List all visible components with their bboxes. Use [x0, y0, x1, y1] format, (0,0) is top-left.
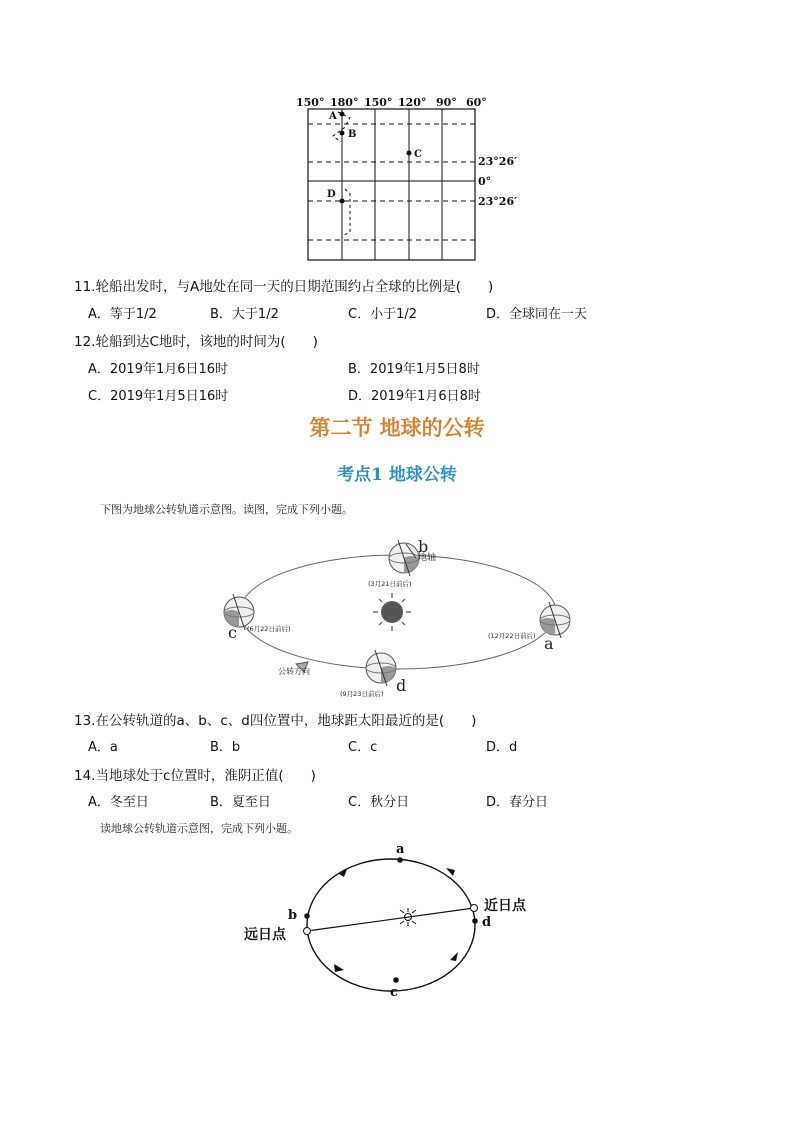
question-13: [74, 709, 476, 729]
earth-orbit-diagram-1: [0, 530, 794, 730]
aphelion-label: 远日点: [244, 927, 286, 943]
point-a-dot: [340, 112, 345, 117]
position-d-dot: [472, 918, 478, 924]
option-14-a[interactable]: A．冬至日: [88, 795, 149, 810]
orbit-direction-arrows: [334, 868, 458, 972]
intro-text-2: 读地球公转轨道示意图，完成下列小题。: [100, 822, 298, 835]
point-c-label: C: [414, 149, 422, 160]
question-11: [74, 275, 493, 295]
position-d-letter: d: [482, 915, 492, 930]
date-line-south: [342, 189, 350, 236]
question-text: 在公转轨道的a、b、c、d四位置中，地球距太阳最近的是( ): [95, 713, 477, 729]
option-12-b[interactable]: B．2019年1月5日8时: [348, 362, 480, 377]
option-11-d[interactable]: D．全球同在一天: [486, 307, 588, 322]
option-14-d[interactable]: D．春分日: [486, 795, 549, 810]
arrow-icon: [446, 868, 455, 876]
arrow-icon: [334, 964, 344, 972]
position-d-letter: d: [396, 676, 407, 695]
axis-label: 地轴: [418, 553, 437, 563]
intro-text-1: 下图为地球公转轨道示意图。读图，完成下列小题。: [100, 503, 353, 516]
perihelion-label: 近日点: [484, 898, 526, 914]
option-12-d[interactable]: D．2019年1月6日8时: [348, 389, 481, 404]
question-text: 轮船到达C地时，该地的时间为( ): [95, 334, 318, 350]
map-meridians: [342, 109, 442, 260]
map-frame: [308, 109, 475, 260]
point-b-dot: [340, 131, 345, 136]
lat-label-equator: 0°: [478, 175, 492, 188]
section-title: 第二节 地球的公转: [309, 415, 485, 440]
question-text: 当地球处于c位置时，淮阴正值( ): [95, 768, 316, 784]
lon-label-180: 180°: [330, 96, 359, 109]
question-number: 14.: [74, 768, 96, 784]
lon-label-90: 90°: [436, 96, 457, 109]
map-lon-labels: [296, 96, 487, 109]
option-13-b[interactable]: B．b: [210, 740, 241, 755]
point-c-dot: [407, 151, 412, 156]
orbit-ellipse: [307, 859, 475, 991]
point-d-label: D: [327, 189, 336, 200]
position-d-date: (9月23日前后): [340, 690, 384, 698]
option-13-c[interactable]: C．c: [348, 740, 378, 755]
option-14-c[interactable]: C．秋分日: [348, 795, 410, 810]
sun-icon: [373, 593, 411, 631]
position-b-date: (3月21日前后): [368, 580, 412, 588]
option-13-a[interactable]: A．a: [88, 740, 118, 755]
position-c-dot: [393, 977, 399, 983]
option-14-b[interactable]: B．夏至日: [210, 795, 271, 810]
option-11-c[interactable]: C．小于1/2: [348, 307, 417, 322]
arrow-icon: [450, 952, 458, 961]
question-12: [74, 330, 318, 350]
section-subtitle: 考点1 地球公转: [337, 465, 457, 485]
lon-label-150-west: 150°: [296, 96, 325, 109]
position-b-letter: b: [418, 537, 429, 556]
earth-orbit-diagram-2: [0, 840, 794, 1010]
longitude-latitude-map: [0, 0, 794, 270]
perihelion-marker: [471, 905, 478, 912]
question-text: 轮船出发时，与A地处在同一天的日期范围约占全球的比例是( ): [95, 279, 494, 295]
question-number: 11.: [74, 279, 96, 295]
lon-label-150-east: 150°: [364, 96, 393, 109]
lon-label-60: 60°: [466, 96, 487, 109]
option-13-d[interactable]: D．d: [486, 740, 518, 755]
direction-label: 公转方向: [278, 667, 310, 676]
position-b-dot: [304, 913, 310, 919]
option-12-c[interactable]: C．2019年1月5日16时: [88, 389, 229, 404]
aphelion-marker: [304, 928, 311, 935]
lon-label-120: 120°: [398, 96, 427, 109]
apsides-line: [307, 908, 474, 931]
earth-position-a: [540, 602, 570, 638]
position-c-letter: c: [390, 985, 398, 1000]
question-number: 13.: [74, 713, 96, 729]
option-11-a[interactable]: A．等于1/2: [88, 307, 157, 322]
position-b-letter: b: [288, 908, 298, 923]
lat-label-tropic-south: 23°26′: [478, 195, 518, 208]
question-number: 12.: [74, 334, 96, 350]
map-parallels: [308, 124, 475, 240]
position-c-date: (6月22日前后): [247, 625, 291, 633]
position-c-letter: c: [228, 623, 237, 642]
position-a-date: (12月22日前后): [488, 632, 536, 640]
position-a-dot: [397, 857, 403, 863]
earth-position-b: [389, 540, 419, 576]
earth-position-d: [366, 650, 396, 686]
question-14: [74, 764, 316, 784]
option-11-b[interactable]: B．大于1/2: [210, 307, 279, 322]
point-d-dot: [340, 199, 345, 204]
lat-label-tropic-north: 23°26′: [478, 155, 518, 168]
position-a-letter: a: [396, 842, 405, 857]
option-12-a[interactable]: A．2019年1月6日16时: [88, 362, 229, 377]
point-a-label: A: [329, 111, 337, 122]
position-a-letter: a: [544, 634, 554, 653]
point-b-label: B: [348, 129, 357, 140]
